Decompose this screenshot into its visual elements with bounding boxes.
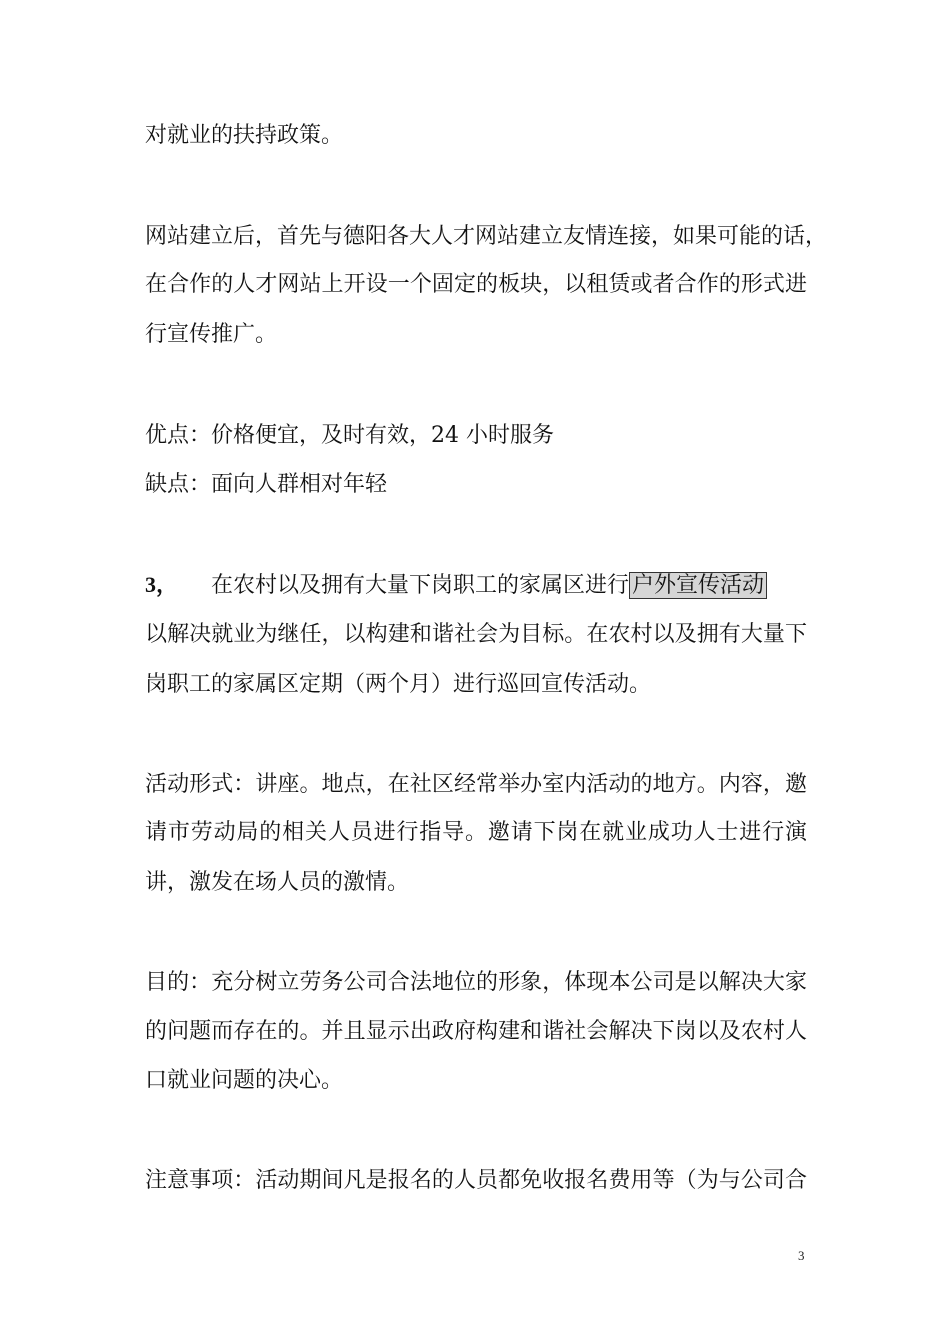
text-line: 以解决就业为继任，以构建和谐社会为目标。在农村以及拥有大量下 [145, 622, 807, 647]
section-heading [145, 570, 767, 601]
text-line: 网站建立后，首先与德阳各大人才网站建立友情连接，如果可能的话， [145, 224, 828, 249]
highlighted-term: 户外宣传活动 [629, 572, 767, 599]
section-number: 3， [145, 572, 179, 597]
text-line: 请市劳动局的相关人员进行指导。邀请下岗在就业成功人士进行演 [145, 820, 807, 845]
pros-line: 优点：价格便宜，及时有效，24 小时服务 [145, 423, 554, 448]
text-line: 活动形式：讲座。地点，在社区经常举办室内活动的地方。内容，邀 [145, 772, 807, 797]
text-line: 在合作的人才网站上开设一个固定的板块，以租赁或者合作的形式进 [145, 272, 807, 297]
text-line: 行宣传推广。 [145, 322, 278, 347]
cons-line: 缺点：面向人群相对年轻 [145, 472, 388, 497]
text-line: 口就业问题的决心。 [145, 1068, 344, 1093]
text-line: 的问题而存在的。并且显示出政府构建和谐社会解决下岗以及农村人 [145, 1019, 807, 1044]
text-line: 讲，激发在场人员的激情。 [145, 870, 410, 895]
text-line: 岗职工的家属区定期（两个月）进行巡回宣传活动。 [145, 672, 652, 697]
text-line: 目的：充分树立劳务公司合法地位的形象，体现本公司是以解决大家 [145, 970, 807, 995]
section-heading-text: 在农村以及拥有大量下岗职工的家属区进行 [211, 573, 630, 598]
text-line: 对就业的扶持政策。 [145, 123, 344, 148]
page-number: 3 [798, 1248, 805, 1263]
text-line: 注意事项：活动期间凡是报名的人员都免收报名费用等（为与公司合 [145, 1168, 807, 1193]
